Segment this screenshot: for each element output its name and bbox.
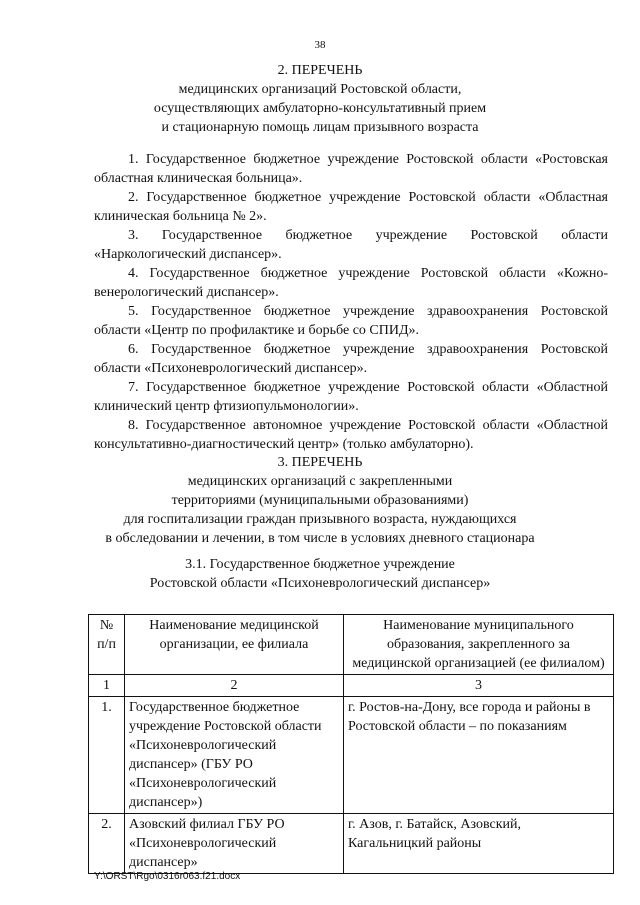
list-item: 7. Государственное бюджетное учреждение Ростовской области «Областной клинический центр фтизиопульмонологии». xyxy=(94,380,608,414)
section3-title: 3. ПЕРЕЧЕНЬ xyxy=(277,455,363,470)
subsection-line: 3.1. Государственное бюджетное учреждение xyxy=(185,557,455,572)
section2-subtitle-line: и стационарную помощь лицам призывного возраста xyxy=(161,120,479,135)
row-organization: Азовский филиал ГБУ РО «Психоневрологический диспансер» xyxy=(125,814,344,874)
row-number: 1. xyxy=(89,697,125,814)
organizations-table xyxy=(88,614,614,874)
section3-subtitle-line: для госпитализации граждан призывного возраста, нуждающихся xyxy=(123,512,517,527)
section2-heading xyxy=(0,61,640,137)
subsection-heading xyxy=(0,555,640,593)
list-item: 5. Государственное бюджетное учреждение здравоохранения Ростовской области «Центр по профилактике и борьбе со СПИД». xyxy=(94,304,608,338)
section3-subtitle-line: в обследовании и лечении, в том числе в условиях дневного стационара xyxy=(105,531,535,546)
column-number: 3 xyxy=(344,675,614,697)
organization-list xyxy=(94,150,608,454)
header-cell-organization: Наименование медицинской организации, ее филиала xyxy=(125,615,344,675)
section2-subtitle-line: медицинских организаций Ростовской области, xyxy=(178,82,462,97)
list-item: 4. Государственное бюджетное учреждение Ростовской области «Кожно-венерологический диспансер». xyxy=(94,266,608,300)
section2-title: 2. ПЕРЕЧЕНЬ xyxy=(277,63,363,78)
list-item: 6. Государственное бюджетное учреждение здравоохранения Ростовской области «Психоневрологический диспансер». xyxy=(94,342,608,376)
list-item: 2. Государственное бюджетное учреждение Ростовской области «Областная клиническая больница № 2». xyxy=(94,190,608,224)
header-cell-number: № п/п xyxy=(89,615,125,675)
header-cell-territory: Наименование муниципального образования, закрепленного за медицинской организацией (ее филиалом) xyxy=(344,615,614,675)
page-number: 38 xyxy=(314,39,326,51)
section3-subtitle-line: территориями (муниципальными образованиями) xyxy=(171,493,469,508)
section3-heading xyxy=(0,453,640,548)
table-row xyxy=(89,697,614,814)
table-row xyxy=(89,814,614,874)
table-header-row xyxy=(89,615,614,675)
list-item: 3. Государственное бюджетное учреждение Ростовской области «Наркологический диспансер». xyxy=(94,228,608,262)
footer-file-path: Y:\ORST\Rgo\0316r063.f21.docx xyxy=(94,871,241,882)
section2-subtitle-line: осуществляющих амбулаторно-консультативный прием xyxy=(153,101,487,116)
column-number: 2 xyxy=(125,675,344,697)
column-number: 1 xyxy=(89,675,125,697)
list-item: 8. Государственное автономное учреждение Ростовской области «Областной консультативно-диагностический центр» (только амбулаторно). xyxy=(94,418,608,452)
subsection-line: Ростовской области «Психоневрологический диспансер» xyxy=(149,576,491,591)
row-organization: Государственное бюджетное учреждение Ростовской области «Психоневрологический диспансер» (ГБУ РО «Психоневрологический диспансер») xyxy=(125,697,344,814)
row-territory: г. Ростов-на-Дону, все города и районы в Ростовской области – по показаниям xyxy=(344,697,614,814)
section3-subtitle-line: медицинских организаций с закрепленными xyxy=(187,474,453,489)
list-item: 1. Государственное бюджетное учреждение Ростовской области «Ростовская областная клиническая больница». xyxy=(94,152,608,186)
column-number-row xyxy=(89,675,614,697)
row-territory: г. Азов, г. Батайск, Азовский, Кагальницкий районы xyxy=(344,814,614,874)
row-number: 2. xyxy=(89,814,125,874)
